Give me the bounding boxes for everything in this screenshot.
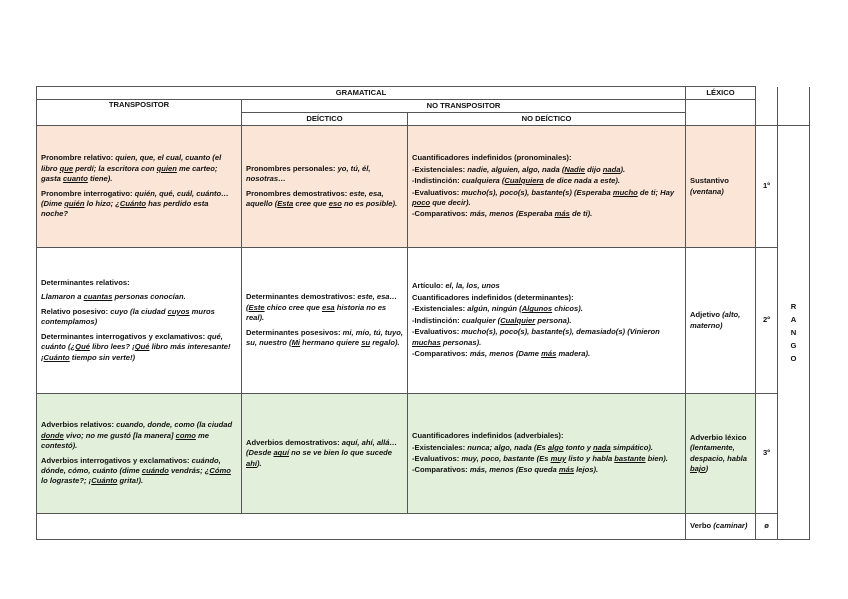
text-run: personas).	[440, 337, 482, 347]
paragraph	[41, 189, 237, 220]
text-run: lo hizo; ¿	[84, 198, 120, 208]
text-run: -Existenciales:	[412, 304, 468, 314]
text-run: donde	[41, 430, 64, 440]
row2-transpositor	[37, 248, 242, 394]
text-run: cuando, donde, como (la ciudad	[116, 420, 233, 430]
text-run: tonto y	[563, 442, 594, 452]
text-run: Determinantes posesivos:	[246, 327, 343, 337]
paragraph	[41, 420, 237, 451]
row4-rank: ø	[756, 514, 778, 540]
paragraph	[412, 349, 681, 359]
text-run: historia no es real).	[246, 302, 387, 323]
text-run: qué, cuánto (¿	[41, 331, 223, 352]
row1-lexico	[686, 126, 756, 248]
text-run: quien	[156, 163, 177, 173]
row4-empty	[37, 514, 686, 540]
text-run: este, esa, aquello (	[246, 188, 384, 208]
text-run: algún, ningún (	[467, 304, 522, 314]
paragraph	[246, 438, 403, 469]
row3-no-deictico	[408, 394, 686, 514]
text-run: Verbo	[690, 521, 712, 531]
text-run: dijo	[585, 164, 603, 174]
text-run: Relativo posesivo:	[41, 306, 111, 316]
text-run: cuantas	[83, 292, 113, 302]
paragraph	[412, 454, 681, 464]
text-run: chicos).	[552, 304, 583, 314]
text-run: este, esa… (	[246, 292, 398, 312]
paragraph	[41, 278, 237, 288]
text-run: Adverbio léxico	[690, 432, 747, 442]
paragraph	[412, 431, 681, 441]
paragraph	[412, 176, 681, 186]
blank-lexico-sub	[686, 100, 756, 113]
rango-letters: R A N G O	[790, 302, 797, 363]
blank-lexico-sub2	[686, 113, 756, 126]
paragraph	[246, 189, 403, 210]
text-run: Esta	[277, 198, 294, 208]
text-run: chico cree que	[264, 302, 322, 312]
text-run: Cuantificadores indefinidos (adverbiales):	[412, 431, 564, 441]
paragraph	[412, 316, 681, 326]
text-run: vivo; no me gustó [la manera]	[63, 430, 176, 440]
paragraph	[41, 292, 237, 302]
text-run: perdí; la escritora con	[73, 163, 157, 173]
row2-deictico	[242, 248, 408, 394]
row2-lexico	[686, 248, 756, 394]
text-run: Determinantes demostrativos:	[246, 292, 358, 302]
blank-rango-sub	[778, 100, 810, 113]
paragraph	[41, 332, 237, 363]
text-run: cualquier (	[461, 315, 501, 325]
text-run: bastante	[614, 454, 646, 463]
header-transpositor: TRANSPOSITOR	[37, 100, 242, 126]
text-run: nadie, alguien, algo, nada (	[467, 164, 565, 174]
blank-rank-sub2	[756, 113, 778, 126]
text-run: Llamaron a	[41, 292, 84, 302]
text-run: algo	[547, 442, 564, 452]
text-run: no se ve bien lo que sucede	[289, 448, 393, 458]
text-run: Qué	[134, 342, 150, 352]
text-run: -Indistinción:	[412, 176, 462, 186]
text-run: Adverbios interrogativos y exclamativos:	[41, 455, 192, 465]
text-run: Cuantificadores indefinidos (pronominales):	[412, 153, 572, 163]
text-run: vendrás; ¿	[168, 465, 210, 475]
header-no-transpositor: NO TRANSPOSITOR	[242, 100, 686, 113]
row1-transpositor	[37, 126, 242, 248]
text-run: listo y habla	[566, 454, 615, 463]
header-no-deictico: NO DEÍCTICO	[408, 113, 686, 126]
text-run: más	[558, 465, 575, 475]
text-run: Cualquiera	[504, 176, 544, 186]
text-run: Sustantivo	[690, 176, 729, 186]
header-gramatical: GRAMATICAL	[37, 87, 686, 100]
text-run: más	[554, 209, 570, 219]
text-run: muchas	[412, 337, 441, 347]
text-run: persona).	[535, 315, 572, 325]
text-run: Pronombres personales:	[246, 163, 338, 173]
paragraph	[412, 327, 681, 348]
text-run: muros contemplamos)	[41, 306, 215, 327]
text-run: aquí	[273, 448, 290, 458]
row3-transpositor	[37, 394, 242, 514]
text-run: cuándo	[141, 465, 169, 475]
rango-label	[778, 126, 810, 540]
text-run: Cualquier	[500, 315, 536, 325]
text-run: madera).	[556, 349, 591, 359]
paragraph	[412, 465, 681, 475]
grammar-table	[36, 86, 810, 540]
text-run: -Evaluativos:	[412, 454, 462, 463]
text-run: Pronombre interrogativo:	[41, 188, 135, 198]
text-run: lo lograste?; ¡	[41, 476, 92, 486]
text-run: de ti; Hay	[637, 187, 675, 197]
text-run: -Comparativos:	[412, 209, 470, 219]
text-run: que decir).	[430, 197, 471, 207]
text-run: Nadie	[564, 164, 586, 174]
paragraph	[412, 209, 681, 219]
text-run: (caminar)	[711, 521, 748, 531]
text-run: ).	[620, 164, 626, 174]
text-run: grita!).	[117, 476, 144, 486]
paragraph	[41, 307, 237, 328]
text-run: (lentamente, despacio, habla	[690, 443, 747, 463]
text-run: eso	[328, 198, 342, 208]
text-run: lejos).	[574, 465, 599, 475]
row4-lexico	[686, 514, 756, 540]
text-run: -Existenciales:	[412, 164, 468, 174]
text-run: )	[705, 463, 709, 473]
text-run: mucho	[612, 187, 638, 197]
text-run: Mi	[291, 338, 301, 348]
text-run: Cómo	[209, 465, 231, 475]
header-lexico: LÉXICO	[686, 87, 756, 100]
text-run: yo, tú, él, nosotras…	[246, 163, 371, 184]
text-run: aquí, ahí, allá… (Desde	[246, 437, 398, 458]
text-run: quién	[64, 198, 85, 208]
text-run: más, menos (Eso queda	[469, 465, 559, 475]
paragraph	[412, 153, 681, 163]
text-run: cuanto	[62, 174, 88, 184]
text-run: -Indistinción:	[412, 315, 462, 325]
blank-rango-header	[778, 87, 810, 100]
paragraph	[412, 304, 681, 314]
paragraph	[246, 328, 403, 349]
text-run: Cuantificadores indefinidos (determinantes):	[412, 292, 574, 302]
blank-rango-sub2	[778, 113, 810, 126]
text-run: quién, qué, cuál, cuánto… (Dime	[41, 188, 229, 208]
paragraph	[41, 456, 237, 487]
text-run: cree que	[293, 198, 329, 208]
text-run: Este	[248, 302, 265, 312]
text-run: nada	[593, 442, 611, 452]
text-run: -Evaluativos:	[412, 187, 462, 197]
text-run: más, menos (Dame	[469, 349, 542, 359]
text-run: Determinantes interrogativos y exclamativos:	[41, 331, 208, 341]
paragraph	[412, 281, 681, 291]
paragraph	[412, 443, 681, 453]
text-run: mucho(s), poco(s), bastante(s), demasiado(s) (Vinieron	[461, 327, 660, 337]
text-run: Cuánto	[119, 198, 147, 208]
text-run: (alto, materno)	[690, 310, 741, 330]
text-run: mucho(s), poco(s), bastante(s) (Esperaba	[461, 187, 613, 197]
header-deictico: DEÍCTICO	[242, 113, 408, 126]
paragraph	[412, 293, 681, 303]
text-run: nada	[602, 164, 621, 174]
paragraph	[412, 188, 681, 209]
text-run: como	[175, 430, 196, 440]
text-run: de ti).	[569, 209, 593, 219]
text-run: bajo	[690, 463, 706, 473]
text-run: ).	[256, 458, 262, 468]
text-run: me contestó).	[41, 430, 209, 451]
text-run: Pronombre relativo:	[41, 153, 116, 163]
text-run: simpático).	[610, 442, 653, 452]
row3-rank: 3º	[756, 394, 778, 514]
row3-lexico	[686, 394, 756, 514]
text-run: me carteo; gasta	[41, 163, 218, 184]
text-run: muy, poco, bastante (Es	[461, 454, 551, 463]
text-run: cuyo (la ciudad	[110, 306, 168, 316]
text-run: -Comparativos:	[412, 465, 470, 475]
blank-rank-header	[756, 87, 778, 100]
text-run: (ventana)	[690, 186, 724, 196]
text-run: personas conocían.	[112, 292, 186, 302]
row1-rank: 1º	[756, 126, 778, 248]
text-run: más	[541, 349, 557, 359]
text-run: Adverbios relativos:	[41, 420, 117, 430]
text-run: cuándo, dónde, cómo, cuánto (dime	[41, 455, 221, 475]
paragraph	[41, 153, 237, 184]
paragraph	[246, 292, 403, 323]
text-run: el, la, los, unos	[445, 281, 500, 291]
text-run: tiempo sin verte!)	[69, 352, 136, 362]
text-run: de dice nada a este).	[543, 176, 621, 186]
text-run: que	[59, 163, 74, 173]
row2-rank: 2º	[756, 248, 778, 394]
row3-deictico	[242, 394, 408, 514]
text-run: quien, que, el cual, cuanto (el libro	[41, 153, 222, 173]
text-run: tiene).	[87, 174, 113, 184]
text-run: Adverbios demostrativos:	[246, 437, 342, 447]
text-run: hermano quiere	[300, 338, 362, 348]
text-run: más, menos (Esperaba	[469, 209, 555, 219]
text-run: Adjetivo	[690, 310, 720, 320]
text-run: cualquiera (	[461, 176, 505, 186]
text-run: -Evaluativos:	[412, 327, 462, 337]
text-run: has perdido esta noche?	[41, 198, 209, 219]
text-run: regalo).	[370, 338, 400, 348]
text-run: Pronombres demostrativos:	[246, 188, 350, 198]
text-run: bien).	[645, 454, 668, 463]
text-run: Algunos	[521, 304, 553, 314]
text-run: su	[361, 338, 371, 348]
text-run: cuyos	[167, 306, 190, 316]
text-run: -Comparativos:	[412, 349, 470, 359]
text-run: nunca; algo, nada (Es	[467, 442, 548, 452]
text-run: -Existenciales:	[412, 442, 468, 452]
text-run: Cuánto	[43, 352, 70, 362]
text-run: muy	[550, 454, 567, 463]
text-run: Cuánto	[91, 476, 118, 486]
text-run: no es posible).	[341, 198, 398, 208]
paragraph	[412, 165, 681, 175]
text-run: esa	[321, 302, 335, 312]
text-run: mi, mío, tú, tuyo, su, nuestro (	[246, 327, 403, 348]
text-run: libro lees? ¡	[89, 342, 135, 352]
row1-no-deictico	[408, 126, 686, 248]
text-run: Determinantes relativos:	[41, 277, 130, 287]
text-run: Artículo:	[412, 281, 446, 291]
row1-deictico	[242, 126, 408, 248]
paragraph	[246, 164, 403, 185]
text-run: libro más interesante! ¡	[41, 342, 231, 362]
row2-no-deictico	[408, 248, 686, 394]
text-run: ahí	[246, 458, 257, 468]
text-run: poco	[412, 197, 431, 207]
blank-rank-sub	[756, 100, 778, 113]
text-run: Qué	[75, 342, 90, 352]
